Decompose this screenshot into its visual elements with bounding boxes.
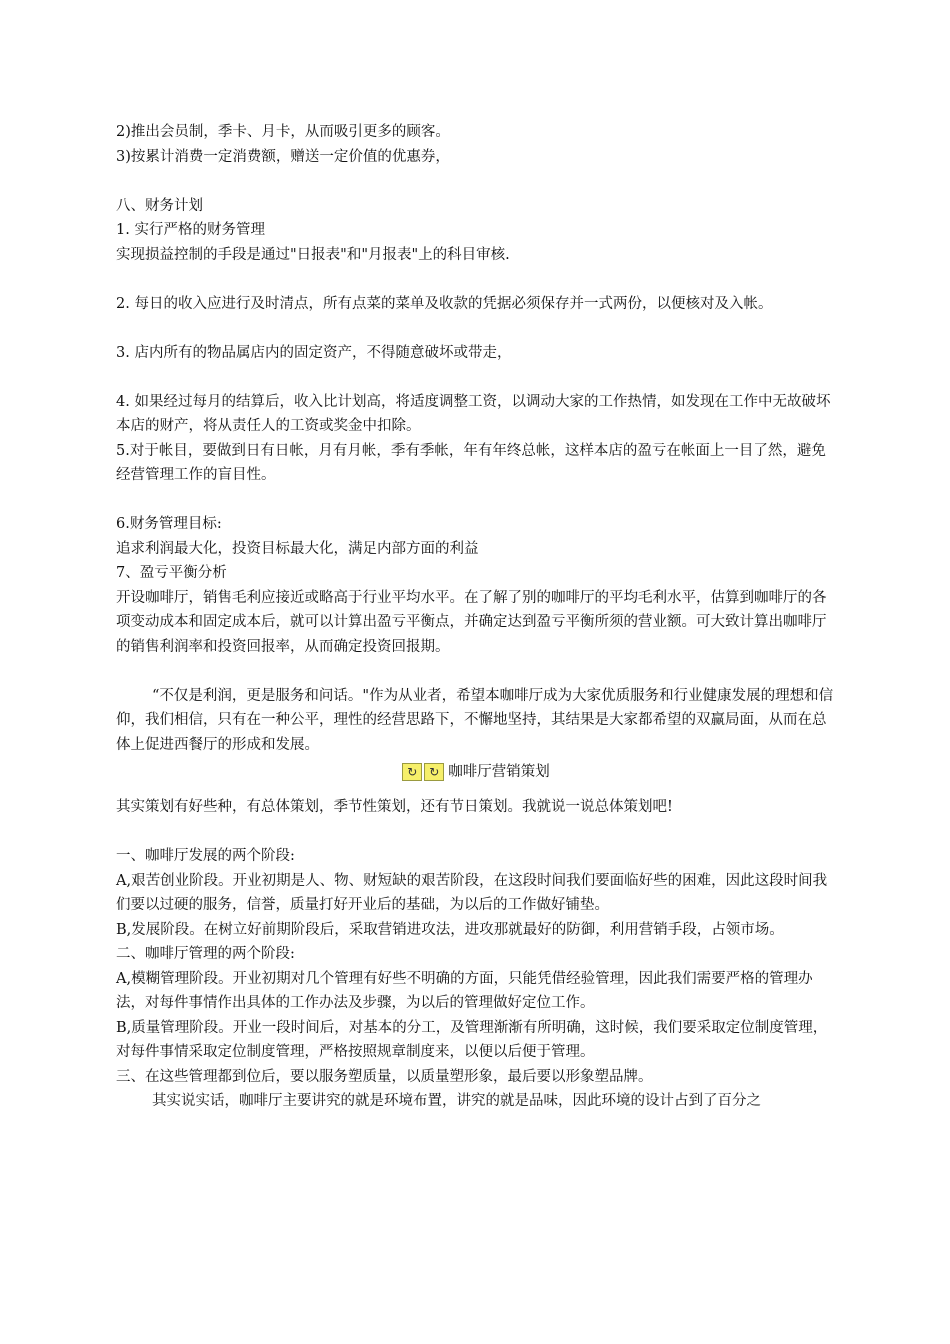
paragraph: B,发展阶段。在树立好前期阶段后，采取营销进攻法，进攻那就最好的防御，利用营销手段，占领市场。 — [116, 921, 784, 938]
subheading: 6.财务管理目标: — [116, 516, 222, 532]
blank-line — [116, 365, 836, 390]
paragraph: 开设咖啡厅，销售毛利应接近或略高于行业平均水平。在了解了别的咖啡厅的平均毛利水平，估算到咖啡厅的各项变动成本和固定成本后，就可以计算出盈亏平衡点，并确定达到盈亏平衡所须的营业额。可大致计算出咖啡厅的销售利润率和投资回报率，从而确定投资回报期。 — [116, 589, 827, 655]
paragraph: B,质量管理阶段。开业一段时间后，对基本的分工，及管理渐渐有所明确，这时候，我们要采取定位制度管理，对每件事情采取定位制度管理，严格按照规章制度来，以便以后便于管理。 — [116, 1019, 828, 1060]
paragraph: 5.对于帐目，要做到日有日帐，月有月帐，季有季帐，年有年终总帐，这样本店的盈亏在帐面上一目了然，避免经营管理工作的盲目性。 — [116, 442, 826, 483]
paragraph: 实现损益控制的手段是通过"日报表"和"月报表"上的科目审核. — [116, 246, 510, 263]
paragraph: 3)按累计消费一定消费额，赠送一定价值的优惠券， — [116, 148, 450, 165]
blank-line — [116, 787, 836, 795]
refresh-icon: ↻ — [402, 763, 422, 781]
section-heading: 八、财务计划 — [116, 197, 203, 214]
paragraph: 2)推出会员制，季卡、月卡，从而吸引更多的顾客。 — [116, 124, 450, 140]
blank-line — [116, 267, 836, 292]
subheading: 7、盈亏平衡分析 — [116, 565, 227, 581]
paragraph: 4. 如果经过每月的结算后，收入比计划高，将适度调整工资，以调动大家的工作热情，如发现在工作中无故破坏本店的财产，将从责任人的工资或奖金中扣除。 — [116, 393, 831, 434]
subheading: 1. 实行严格的财务管理 — [116, 222, 265, 238]
section-title-text: 咖啡厅营销策划 — [448, 763, 550, 780]
section-title — [116, 759, 836, 785]
section-heading: 一、咖啡厅发展的两个阶段: — [116, 848, 295, 864]
paragraph: 2. 每日的收入应进行及时清点，所有点菜的菜单及收款的凭据必须保存并一式两份，以便核对及入帐。 — [116, 295, 773, 312]
paragraph: A,艰苦创业阶段。开业初期是人、物、财短缺的艰苦阶段，在这段时间我们要面临好些的困难，因此这段时间我们要以过硬的服务，信誉，质量打好开业后的基础，为以后的工作做好铺垫。 — [116, 872, 828, 913]
section-heading: 二、咖啡厅管理的两个阶段: — [116, 946, 295, 962]
paragraph: 其实说实话，咖啡厅主要讲究的就是环境布置，讲究的就是品味，因此环境的设计占到了百分之 — [152, 1093, 761, 1109]
quote-paragraph: “不仅是利润，更是服务和问话。"作为从业者，希望本咖啡厅成为大家优质服务和行业健康发展的理想和信仰，我们相信，只有在一种公平，理性的经营思路下，不懈地坚持，其结果是大家都希望的双赢局面，从而在总体上促进西餐厅的形成和发展。 — [116, 687, 834, 753]
section-heading: 三、在这些管理都到位后，要以服务塑质量，以质量塑形象，最后要以形象塑品牌。 — [116, 1068, 653, 1085]
paragraph: A,模糊管理阶段。开业初期对几个管理有好些不明确的方面，只能凭借经验管理，因此我们需要严格的管理办法，对每件事情作出具体的工作办法及步骤，为以后的管理做好定位工作。 — [116, 970, 813, 1011]
blank-line — [116, 169, 836, 194]
blank-line — [116, 820, 836, 845]
blank-line — [116, 316, 836, 341]
document-body — [116, 120, 836, 1114]
blank-line — [116, 659, 836, 684]
refresh-icon: ↻ — [424, 763, 444, 781]
blank-line — [116, 488, 836, 513]
paragraph: 3. 店内所有的物品属店内的固定资产，不得随意破坏或带走， — [116, 344, 512, 361]
paragraph: 其实策划有好些种，有总体策划，季节性策划，还有节日策划。我就说一说总体策划吧! — [116, 799, 673, 815]
paragraph: 追求利润最大化，投资目标最大化，满足内部方面的利益 — [116, 540, 479, 557]
